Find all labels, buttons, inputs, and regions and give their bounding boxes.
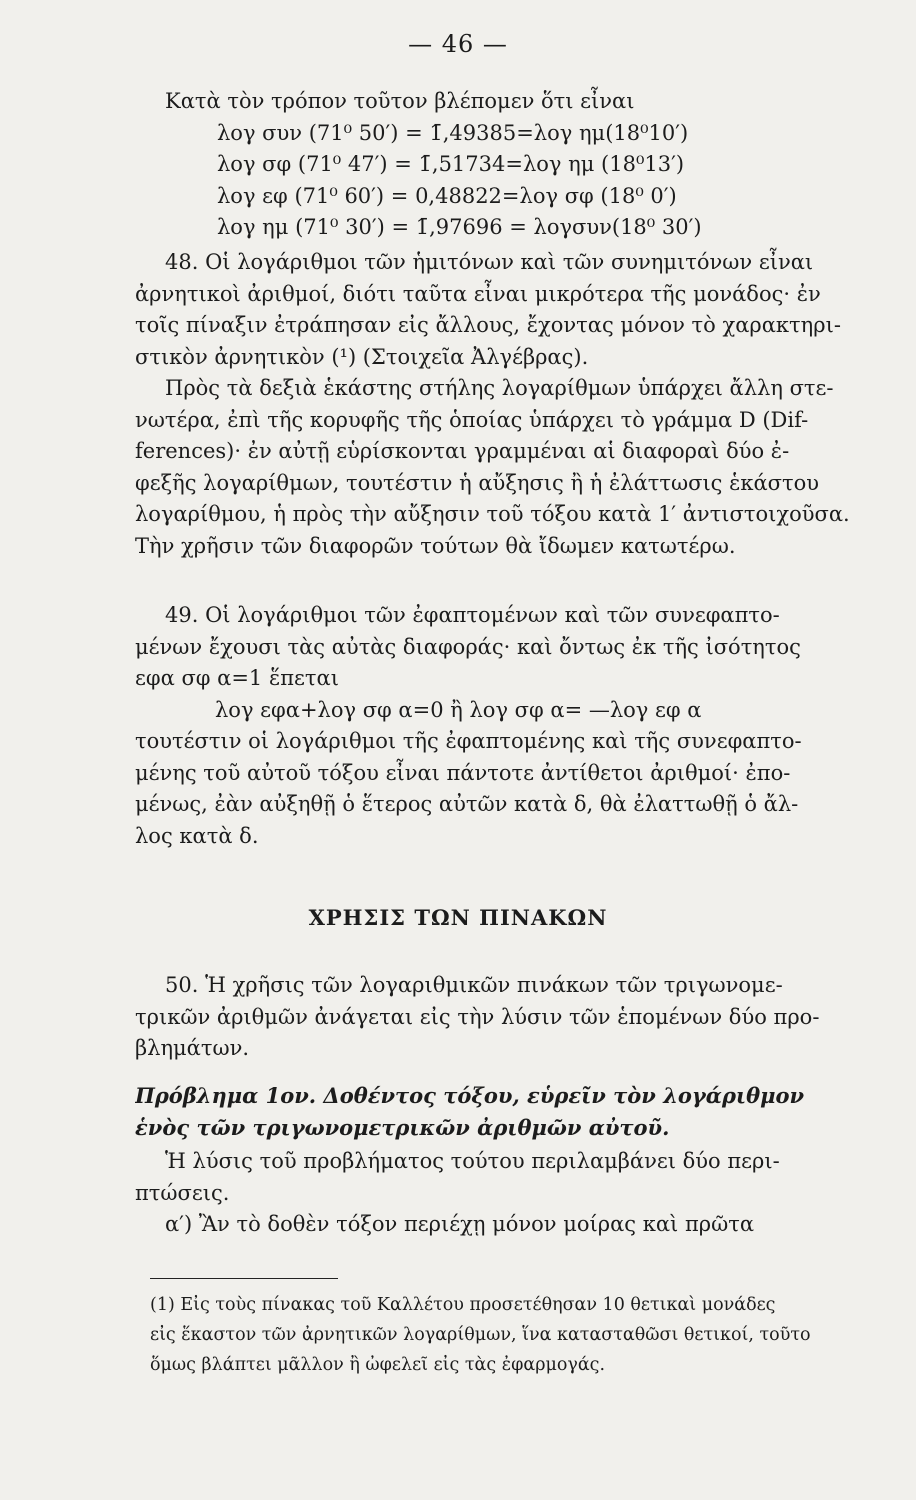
paragraph-49 — [135, 600, 890, 852]
text-line: 50. Ἡ χρῆσις τῶν λογαριθμικῶν πινάκων τῶν τριγωνομε- — [165, 973, 783, 997]
text-line: φεξῆς λογαρίθμων, τουτέστιν ἡ αὔξησις ἢ ἡ ἐλάττωσις ἑκάστου — [135, 470, 820, 495]
text-line: τουτέστιν οἱ λογάριθμοι τῆς ἐφαπτομένης καὶ τῆς συνεφαπτο- — [135, 729, 802, 753]
text-line: Πρόβλημα 1ον. Δοθέντος τόξου, εὑρεῖν τὸν λογάριθμον — [135, 1083, 805, 1108]
text-line: μένης τοῦ αὐτοῦ τόξου εἶναι πάντοτε ἀντίθετοι ἀριθμοί· ἐπο- — [135, 760, 791, 785]
text-line: Κατὰ τὸν τρόπον τοῦτον βλέπομεν ὅτι εἶναι — [165, 89, 635, 113]
log-examples — [135, 86, 890, 244]
text-line: α′) Ἂν τὸ δοθὲν τόξον περιέχῃ μόνον μοίρας καὶ πρῶτα — [165, 1212, 755, 1236]
footnote-line: ὅμως βλάπτει μᾶλλον ἢ ὠφελεῖ εἰς τὰς ἐφαρμογάς. — [150, 1355, 606, 1375]
text-line: μένων ἔχουσι τὰς αὐτὰς διαφοράς· καὶ ὄντως ἐκ τῆς ἰσότητος — [135, 634, 801, 659]
text-line: ferences)· ἐν αὐτῇ εὑρίσκονται γραμμέναι αἱ διαφοραὶ δύο ἐ- — [135, 439, 790, 463]
formula-line: λογ εφα+λογ σφ α=0 ἢ λογ σφ α= —λογ εφ α — [215, 697, 702, 722]
text-line: ἑνὸς τῶν τριγωνομετρικῶν ἀριθμῶν αὐτοῦ. — [135, 1114, 670, 1140]
problem-statement — [135, 1080, 890, 1143]
footnote-line: εἰς ἕκαστον τῶν ἀρνητικῶν λογαρίθμων, ἵνα κατασταθῶσι θετικοί, τοῦτο — [150, 1325, 811, 1345]
text-line: ἀρνητικοὶ ἀριθμοί, διότι ταῦτα εἶναι μικρότερα τῆς μονάδος· ἐν — [135, 281, 821, 306]
text-line: τρικῶν ἀριθμῶν ἀνάγεται εἰς τὴν λύσιν τῶν ἑπομένων δύο προ- — [135, 1004, 820, 1029]
text-line: βλημάτων. — [135, 1036, 250, 1060]
text-line: Πρὸς τὰ δεξιὰ ἑκάστης στήλης λογαρίθμων ὑπάρχει ἄλλη στε- — [165, 376, 834, 400]
footnote-divider — [150, 1278, 338, 1279]
formula-line: λογ συν (71⁰ 50′) = 1̄,49385=λογ ημ(18⁰10′) — [217, 120, 689, 145]
page-number: — 46 — — [408, 30, 508, 58]
text-line: πτώσεις. — [135, 1180, 230, 1205]
text-line: τοῖς πίναξιν ἐτράπησαν εἰς ἄλλους, ἔχοντας μόνον τὸ χαρακτηρι- — [135, 313, 841, 337]
paragraph-48 — [135, 247, 890, 562]
section-heading: ΧΡΗΣΙΣ ΤΩΝ ΠΙΝΑΚΩΝ — [308, 905, 608, 930]
formula-line: λογ εφ (71⁰ 60′) = 0,48822=λογ σφ (18⁰ 0′) — [217, 183, 677, 208]
formula-line: λογ σφ (71⁰ 47′) = 1̄,51734=λογ ημ (18⁰13′) — [217, 152, 685, 176]
text-line: 48. Οἱ λογάριθμοι τῶν ἡμιτόνων καὶ τῶν συνημιτόνων εἶναι — [165, 250, 814, 274]
text-line: λος κατὰ δ. — [135, 823, 259, 848]
text-line: 49. Οἱ λογάριθμοι τῶν ἐφαπτομένων καὶ τῶν συνεφαπτο- — [165, 603, 780, 627]
paragraph-50 — [135, 970, 890, 1065]
footnote-line: (1) Εἰς τοὺς πίνακας τοῦ Καλλέτου προσετέθησαν 10 θετικαὶ μονάδες — [150, 1295, 776, 1315]
text-line: Ἡ λύσις τοῦ προβλήματος τούτου περιλαμβάνει δύο περι- — [165, 1149, 780, 1173]
text-line: μένως, ἐὰν αὐξηθῇ ὁ ἕτερος αὐτῶν κατὰ δ, θὰ ἐλαττωθῇ ὁ ἄλ- — [135, 792, 799, 816]
formula-line: λογ ημ (71⁰ 30′) = 1̄,97696 = λογσυν(18⁰ 30′) — [217, 215, 702, 239]
footnote — [150, 1290, 895, 1380]
text-line: νωτέρα, ἐπὶ τῆς κορυφῆς τῆς ὁποίας ὑπάρχει τὸ γράμμα D (Dif- — [135, 407, 809, 432]
solution-text — [135, 1146, 890, 1241]
text-line: εφα σφ α=1 ἕπεται — [135, 666, 339, 690]
text-line: λογαρίθμου, ἡ πρὸς τὴν αὔξησιν τοῦ τόξου κατὰ 1′ ἀντιστοιχοῦσα. — [135, 502, 850, 526]
text-line: στικὸν ἀρνητικὸν (¹) (Στοιχεῖα Ἀλγέβρας). — [135, 344, 589, 369]
text-line: Τὴν χρῆσιν τῶν διαφορῶν τούτων θὰ ἴδωμεν κατωτέρω. — [135, 533, 736, 558]
